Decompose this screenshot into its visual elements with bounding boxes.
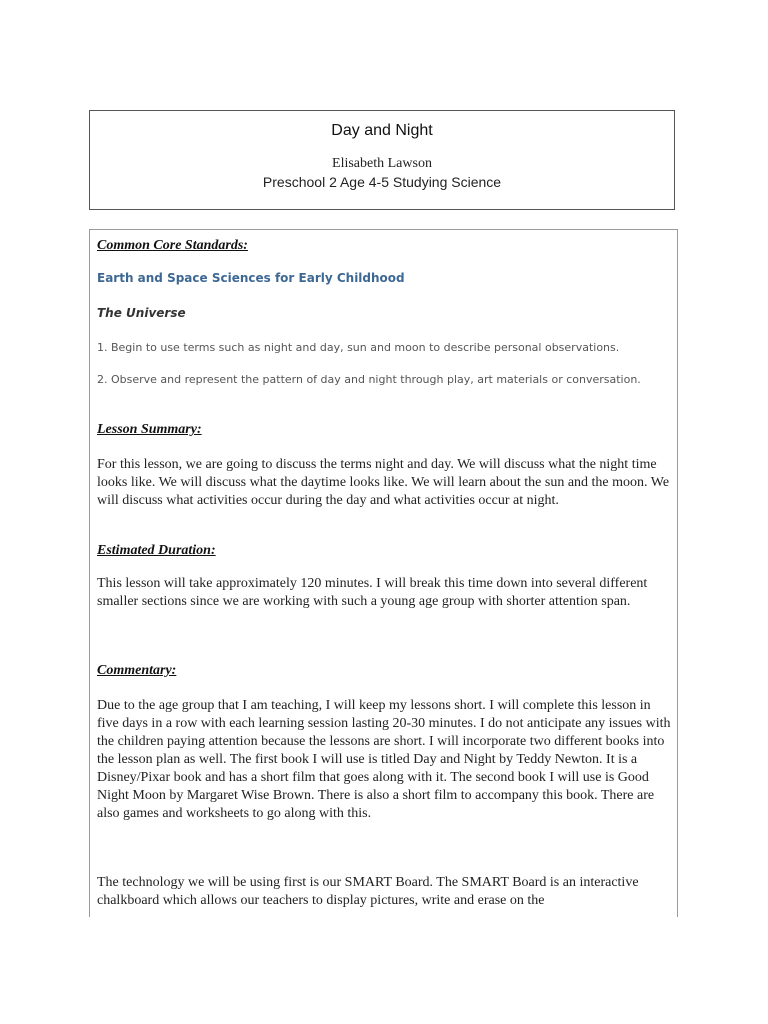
commentary-heading: Commentary:	[97, 663, 177, 678]
standards-heading: Common Core Standards:	[97, 238, 248, 253]
standard-item-2: 2. Observe and represent the pattern of day and night through play, art materials or conversation.	[97, 373, 641, 386]
standard-item-1: 1. Begin to use terms such as night and day, sun and moon to describe personal observations.	[97, 341, 620, 354]
technology-paragraph: The technology we will be using first is our SMART Board. The SMART Board is an interactive chalkboard which allows our teachers to display pictures, write and erase on the	[97, 875, 639, 908]
title-box	[89, 110, 675, 210]
summary-heading: Lesson Summary:	[97, 422, 202, 437]
lesson-content-box	[89, 229, 678, 917]
document-title: Day and Night	[331, 122, 433, 139]
summary-paragraph: For this lesson, we are going to discuss the terms night and day. We will discuss what the night time looks like. We will discuss what the daytime looks like. We will learn about the sun and the moon. We will discuss what activities occur during the day and what activities occur at night.	[97, 457, 670, 508]
standards-area: Earth and Space Sciences for Early Childhood	[97, 271, 405, 285]
commentary-paragraph: Due to the age group that I am teaching, I will keep my lessons short. I will complete this lesson in five days in a row with each learning session lasting 20-30 minutes. I do not anticipate any issues with the children paying attention because the lessons are short. I will incorporate two different books into the lesson plan as well. The first book I will use is titled Day and Night by Teddy Newton. It is a Disney/Pixar book and has a short film that goes along with it. The second book I will use is Good Night Moon by Margaret Wise Brown. There is also a short film to accompany this book. There are also games and worksheets to go along with this.	[97, 698, 671, 821]
author-name: Elisabeth Lawson	[332, 156, 432, 171]
duration-heading: Estimated Duration:	[97, 543, 216, 558]
standards-topic: The Universe	[97, 306, 186, 320]
duration-paragraph: This lesson will take approximately 120 minutes. I will break this time down into several different smaller sections since we are working with such a young age group with shorter attention span.	[97, 576, 648, 609]
class-subtitle: Preschool 2 Age 4-5 Studying Science	[262, 174, 502, 190]
